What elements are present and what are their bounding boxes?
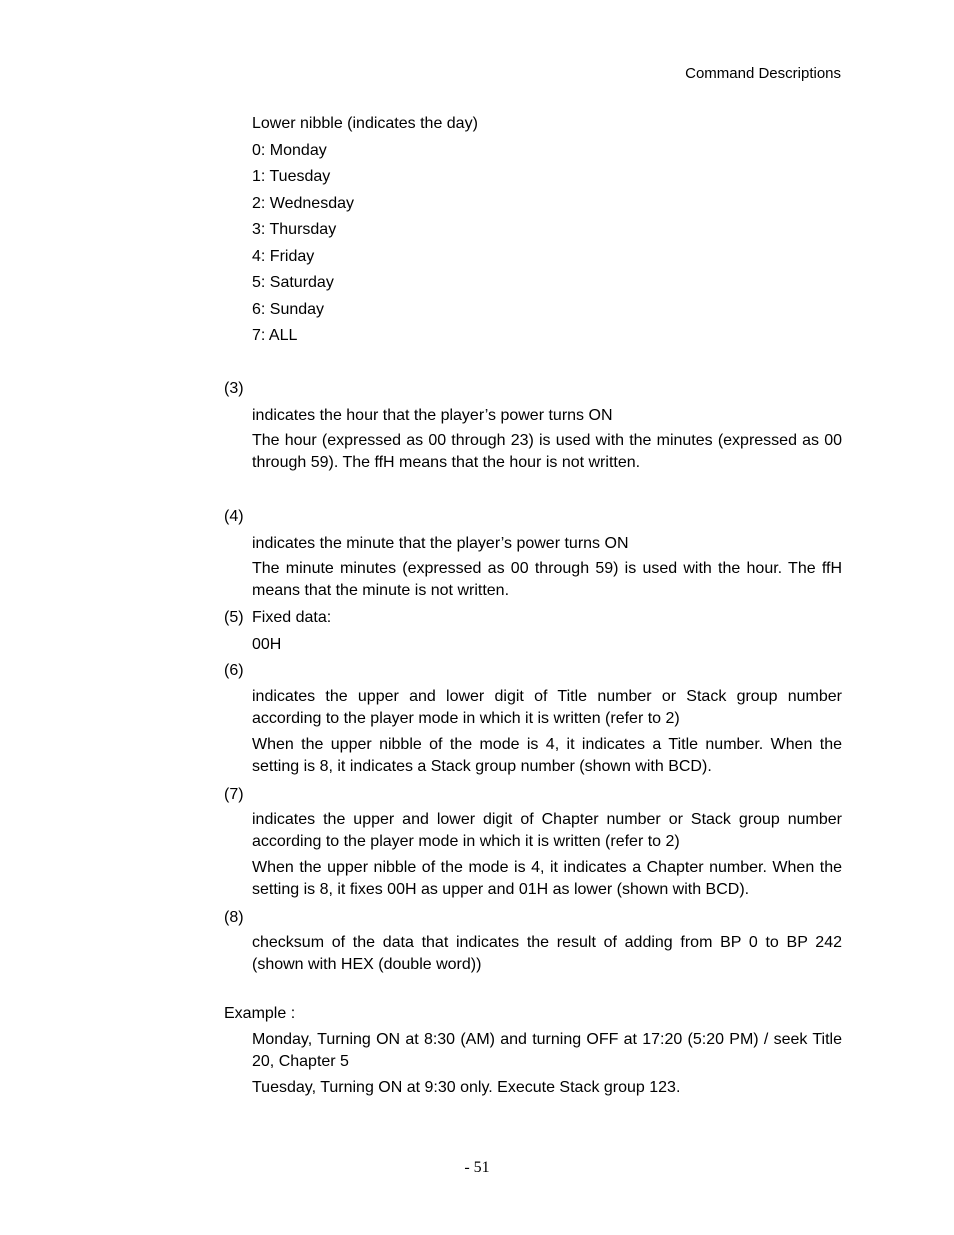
item-6-detail: When the upper nibble of the mode is 4, it indicates a Title number. When the setting is 8, it indicates a Stack group number (shown with BCD). bbox=[252, 736, 842, 775]
item-5-number: (5) bbox=[224, 609, 244, 626]
item-7-description: indicates the upper and lower digit of Chapter number or Stack group number according to the player mode in which it is written (refer to 2) bbox=[252, 811, 842, 850]
day-item-tuesday: 1: Tuesday bbox=[252, 168, 331, 185]
item-4-description: indicates the minute that the player’s power turns ON bbox=[252, 535, 629, 552]
item-7-detail: When the upper nibble of the mode is 4, it indicates a Chapter number. When the setting is 8, it fixes 00H as upper and 01H as lower (shown with BCD). bbox=[252, 859, 842, 898]
item-3-description: indicates the hour that the player’s power turns ON bbox=[252, 407, 613, 424]
item-4-number: (4) bbox=[224, 508, 244, 525]
item-5-value: 00H bbox=[252, 636, 282, 653]
day-item-thursday: 3: Thursday bbox=[252, 221, 337, 238]
item-3-detail: The hour (expressed as 00 through 23) is used with the minutes (expressed as 00 through 59). The ffH means that the hour is not written. bbox=[252, 432, 842, 471]
day-item-friday: 4: Friday bbox=[252, 248, 315, 265]
day-item-wednesday: 2: Wednesday bbox=[252, 195, 354, 212]
item-6-description: indicates the upper and lower digit of Title number or Stack group number according to the player mode in which it is written (refer to 2) bbox=[252, 688, 842, 727]
item-6-number: (6) bbox=[224, 662, 244, 679]
day-item-all: 7: ALL bbox=[252, 327, 298, 344]
page-number: - 51 bbox=[464, 1159, 490, 1176]
day-item-saturday: 5: Saturday bbox=[252, 274, 334, 291]
running-header: Command Descriptions bbox=[685, 65, 841, 82]
example-heading: Example : bbox=[224, 1005, 296, 1022]
item-3-number: (3) bbox=[224, 380, 244, 397]
lower-nibble-heading: Lower nibble (indicates the day) bbox=[252, 115, 478, 132]
item-4-detail: The minute minutes (expressed as 00 through 59) is used with the hour. The ffH means that the minute is not written. bbox=[252, 560, 842, 599]
item-5-label: Fixed data: bbox=[252, 609, 332, 626]
day-item-monday: 0: Monday bbox=[252, 142, 327, 159]
day-item-sunday: 6: Sunday bbox=[252, 301, 325, 318]
item-8-number: (8) bbox=[224, 909, 244, 926]
example-line-2: Tuesday, Turning ON at 9:30 only. Execute Stack group 123. bbox=[252, 1079, 681, 1096]
example-line-1: Monday, Turning ON at 8:30 (AM) and turning OFF at 17:20 (5:20 PM) / seek Title 20, Chapter 5 bbox=[252, 1031, 842, 1070]
item-8-description: checksum of the data that indicates the result of adding from BP 0 to BP 242 (shown with HEX (double word)) bbox=[252, 934, 842, 973]
item-7-number: (7) bbox=[224, 786, 244, 803]
